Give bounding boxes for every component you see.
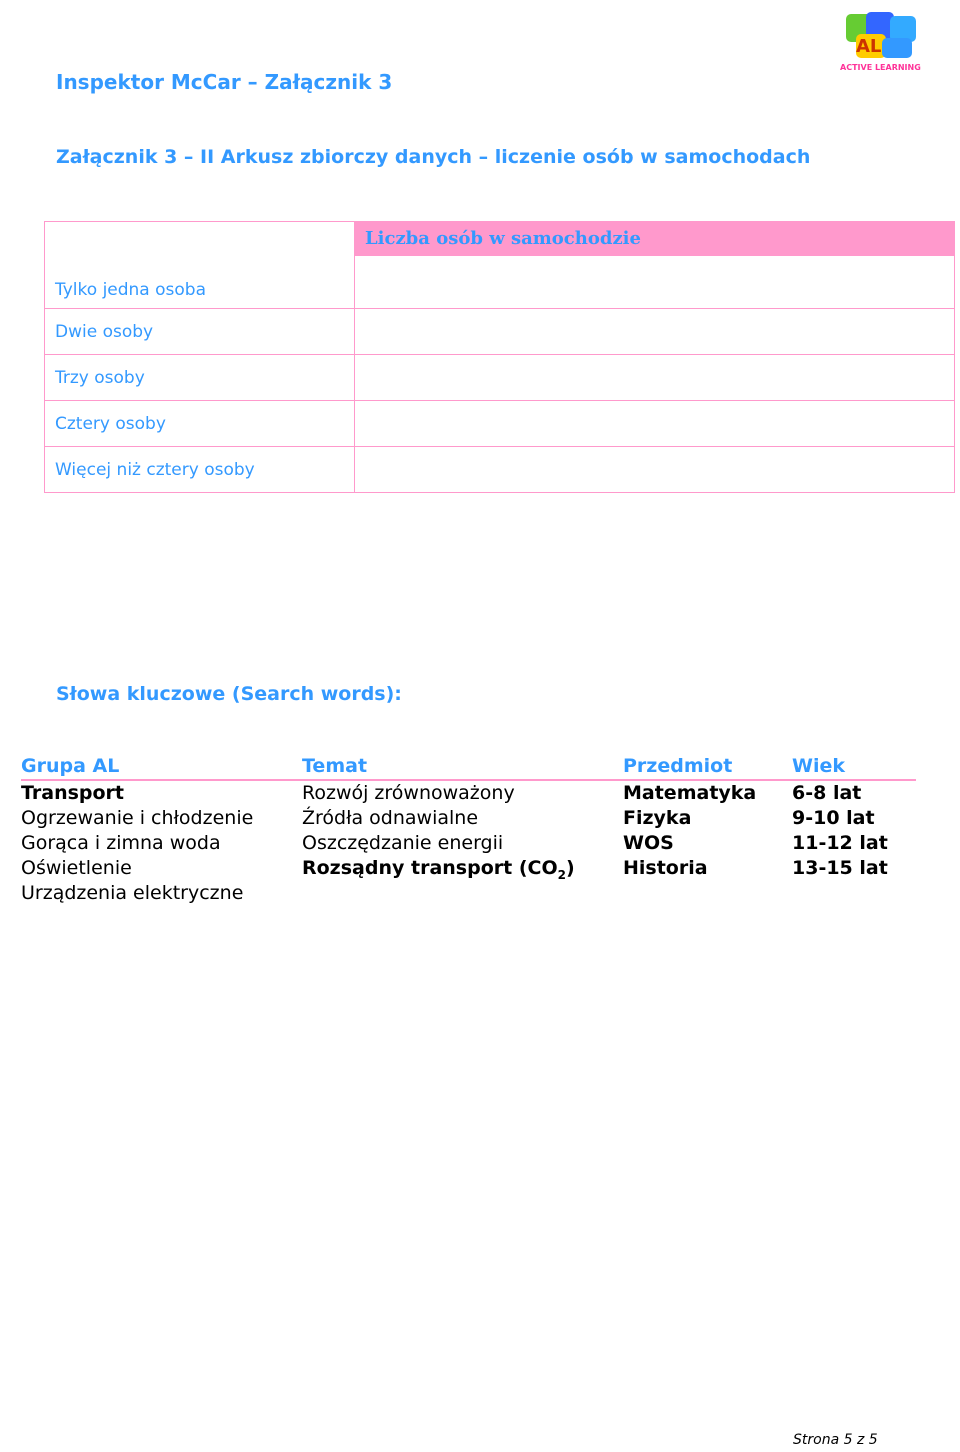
co2-subscript: 2	[557, 867, 566, 882]
keywords-title: Słowa kluczowe (Search words):	[56, 683, 402, 705]
keyword-przedmiot: Historia	[623, 857, 708, 879]
row-label: Trzy osoby	[45, 355, 355, 401]
table-row	[45, 355, 955, 401]
keywords-header-row	[21, 755, 916, 781]
section-title: Załącznik 3 – II Arkusz zbiorczy danych – liczenie osób w samochodach	[56, 146, 811, 168]
keywords-row	[21, 832, 916, 857]
keywords-table	[21, 755, 916, 907]
page-title: Inspektor McCar – Załącznik 3	[56, 70, 393, 94]
keyword-temat: Oszczędzanie energii	[302, 832, 504, 854]
keyword-temat-co2	[302, 857, 575, 882]
keyword-wiek: 6-8 lat	[792, 782, 862, 804]
puzzle-piece-blue-2	[882, 38, 912, 58]
column-header: Liczba osób w samochodzie	[355, 222, 954, 256]
row-label: Cztery osoby	[45, 401, 355, 447]
keyword-wiek: 13-15 lat	[792, 857, 888, 879]
header-and-value-cell	[355, 222, 955, 309]
table-row	[45, 309, 955, 355]
keyword-przedmiot: WOS	[623, 832, 674, 854]
keyword-wiek: 11-12 lat	[792, 832, 888, 854]
keyword-grupa: Gorąca i zimna woda	[21, 832, 221, 854]
header-przedmiot: Przedmiot	[623, 755, 733, 777]
row-label: Tylko jedna osoba	[45, 222, 355, 309]
keyword-grupa: Transport	[21, 782, 125, 804]
keyword-przedmiot: Matematyka	[623, 782, 757, 804]
logo-ac-letters: AL	[856, 36, 882, 57]
count-value[interactable]	[355, 355, 955, 401]
page-number: Strona 5 z 5	[793, 1432, 878, 1448]
table-row	[45, 222, 955, 309]
keyword-wiek: 9-10 lat	[792, 807, 875, 829]
keywords-row	[21, 782, 916, 807]
car-occupancy-table	[44, 221, 955, 493]
keywords-row	[21, 807, 916, 832]
row-label: Dwie osoby	[45, 309, 355, 355]
keyword-temat: Źródła odnawialne	[302, 807, 479, 829]
count-value[interactable]	[355, 256, 954, 300]
keyword-grupa: Ogrzewanie i chłodzenie	[21, 807, 254, 829]
row-label: Więcej niż cztery osoby	[45, 447, 355, 493]
count-value[interactable]	[355, 309, 955, 355]
active-learning-logo	[836, 10, 932, 74]
header-wiek: Wiek	[792, 755, 845, 777]
logo-text: ACTIVE LEARNING	[840, 63, 921, 72]
count-value[interactable]	[355, 447, 955, 493]
keyword-grupa: Urządzenia elektryczne	[21, 882, 244, 904]
table-row	[45, 447, 955, 493]
table-row	[45, 401, 955, 447]
keyword-przedmiot: Fizyka	[623, 807, 692, 829]
keywords-row	[21, 857, 916, 882]
keyword-grupa: Oświetlenie	[21, 857, 132, 879]
co2-close: )	[565, 857, 575, 879]
header-grupa: Grupa AL	[21, 755, 120, 777]
header-temat: Temat	[302, 755, 368, 777]
keyword-temat: Rozwój zrównoważony	[302, 782, 515, 804]
count-value[interactable]	[355, 401, 955, 447]
co2-text: Rozsądny transport (CO	[302, 857, 558, 879]
keywords-row	[21, 882, 916, 907]
